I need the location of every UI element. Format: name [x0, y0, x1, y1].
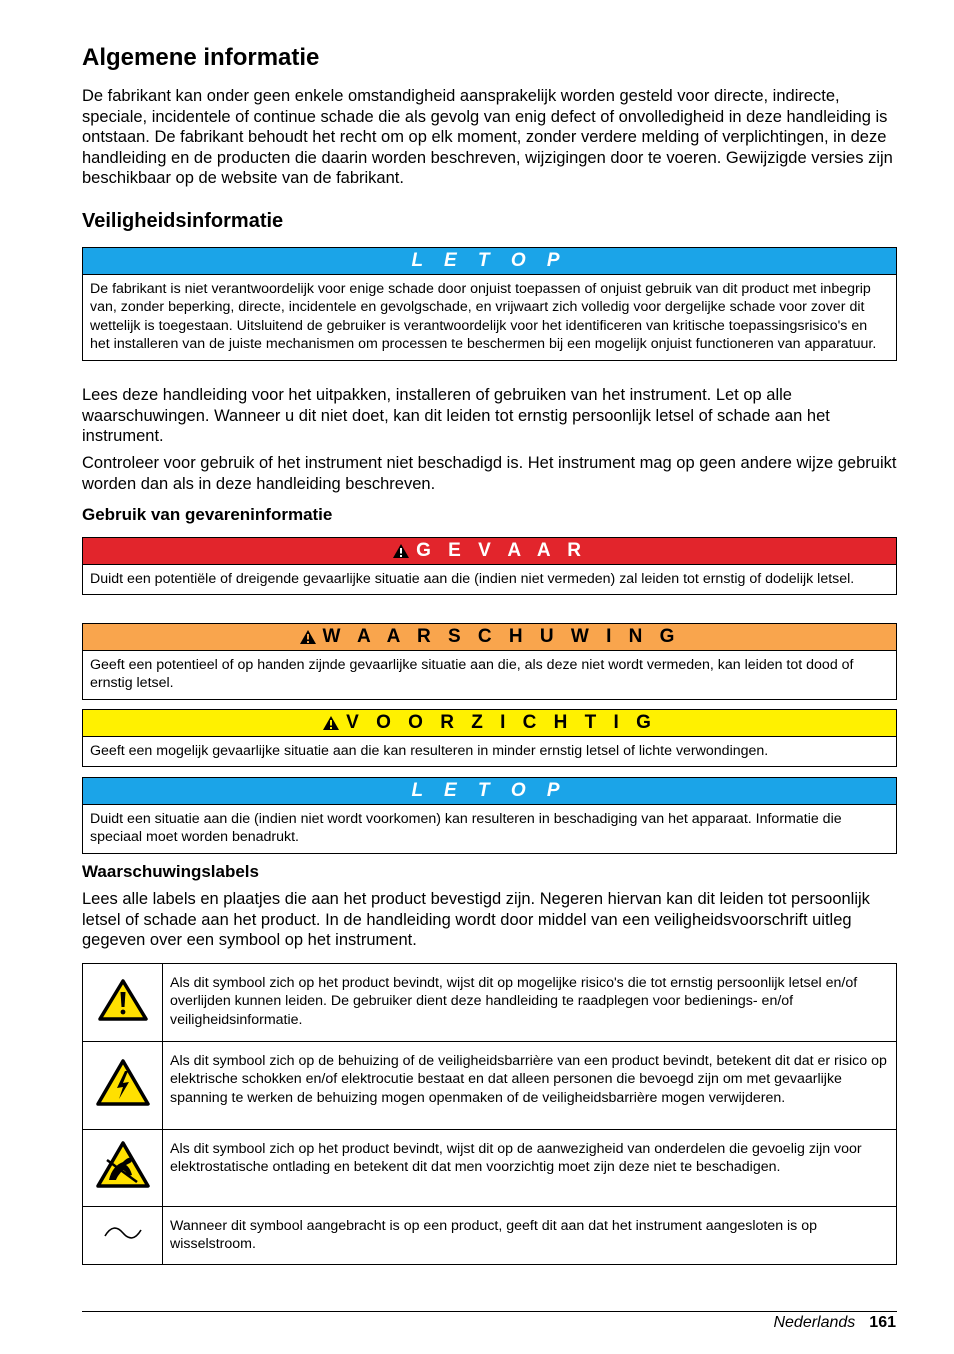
danger-header: [83, 538, 896, 565]
read-manual-paragraph: Lees deze handleiding voor het uitpakken, installeren of gebruiken van het instrument. Let op alle waarschuwingen. Wanneer u dit niet doet, kan dit leiden tot ernstig persoonlijk letsel of schade aan het instrument.: [82, 386, 830, 446]
notice-header: L E T O P: [83, 248, 896, 275]
notice-body: De fabrikant is niet verantwoordelijk voor enige schade door onjuist toepassen of onjuist gebruik van dit product met inbegrip van, zonder beperking, directe, incidentele en gevolgschade, en vrijwaart zich volledig voor dergelijke schade voor zover dit wettelijk is toegestaan. Uitsluitend de gebruiker is verantwoordelijk voor het identificeren van kritische toepassingsrisico's en het installeren van de juiste mechanismen om processen te beschermen bij een mogelijk onjuist functioneren van apparatuur.: [90, 281, 877, 353]
symbol-cell: [83, 964, 163, 1042]
table-row: [83, 1207, 897, 1265]
general-warning-icon: [97, 978, 149, 1022]
warning-body: Geeft een potentieel of op handen zijnde gevaarlijke situatie aan die, als deze niet wordt vermeden, kan leiden tot dood of ernstig letsel.: [90, 657, 854, 692]
symbol-cell: [83, 1207, 163, 1265]
safety-heading: Veiligheidsinformatie: [82, 210, 284, 232]
warning-triangle-icon: [322, 715, 340, 731]
alternating-current-icon: [101, 1223, 145, 1243]
notice-box: [82, 247, 897, 361]
warning-box: [82, 623, 897, 700]
notice-header-2: L E T O P: [83, 778, 896, 805]
labels-intro: Lees alle labels en plaatjes die aan het product bevestigd zijn. Negeren hiervan kan dit leiden tot persoonlijk letsel of schade aan het product. In de handleiding wordt door middel van een veiligheidsvoorschrift uitleg gegeven over een symbool op het instrument.: [82, 890, 870, 950]
warning-triangle-icon: [299, 629, 317, 645]
esd-icon: [95, 1140, 151, 1190]
caution-body: Geeft een mogelijk gevaarlijke situatie aan die kan resulteren in minder ernstig letsel of lichte verwondingen.: [90, 743, 769, 759]
electrical-shock-icon: [95, 1058, 151, 1108]
table-row: [83, 1042, 897, 1130]
footer-language: Nederlands: [773, 1314, 856, 1331]
footer: [773, 1313, 896, 1333]
danger-body: Duidt een potentiële of dreigende gevaarlijke situatie aan die (indien niet vermeden) zal leiden tot ernstig of dodelijk letsel.: [90, 571, 855, 587]
caution-header: [83, 710, 896, 737]
table-row: [83, 964, 897, 1042]
warning-header: [83, 624, 896, 651]
symbol-description: Wanneer dit symbool aangebracht is op een product, geeft dit aan dat het instrument aangesloten is op wisselstroom.: [163, 1207, 897, 1265]
warning-triangle-icon: [392, 543, 410, 559]
symbol-description: Als dit symbool zich op het product bevindt, wijst dit op de aanwezigheid van onderdelen die gevoelig zijn voor elektrostatische ontlading en betekent dit dat men voorzichtig moet zijn deze niet te beschadigen.: [163, 1130, 897, 1207]
hazard-heading: Gebruik van gevareninformatie: [82, 505, 333, 524]
danger-box: [82, 537, 897, 595]
symbol-cell: [83, 1130, 163, 1207]
intro-paragraph: De fabrikant kan onder geen enkele omstandigheid aansprakelijk worden gesteld voor directe, indirecte, speciale, incidentele of continue schade die als gevolg van enig defect of onvolledigheid in deze handleiding is ontstaan. De fabrikant behoudt het recht om op elk moment, zonder verdere melding of verplichtingen, in deze handleiding en de producten die daarin worden beschreven, wijzigingen door te voeren. Gewijzigde versies zijn beschikbaar op de website van de fabrikant.: [82, 87, 893, 188]
notice-box-2: [82, 777, 897, 854]
page-number: 161: [869, 1314, 896, 1331]
symbols-table: [82, 963, 897, 1265]
table-row: [83, 1130, 897, 1207]
page-title: Algemene informatie: [82, 44, 320, 71]
inspect-paragraph: Controleer voor gebruik of het instrument niet beschadigd is. Het instrument mag op geen andere wijze gebruikt worden dan als in deze handleiding beschreven.: [82, 454, 897, 493]
footer-divider: [82, 1311, 897, 1312]
symbol-description: Als dit symbool zich op de behuizing of de veiligheidsbarrière van een product bevindt, betekent dit dat er risico op elektrische schokken en/of elektrocutie bestaat en dat alleen personen die bevoegd zijn om met gevaarlijke spanning te werken de behuizing mogen openmaken of de veiligheidsbarrière mogen verwijderen.: [163, 1042, 897, 1130]
caution-label: V O O R Z I C H T I G: [346, 712, 657, 733]
warning-label: W A A R S C H U W I N G: [322, 626, 681, 647]
caution-box: [82, 709, 897, 767]
notice-body-2: Duidt een situatie aan die (indien niet wordt voorkomen) kan resulteren in beschadiging van het apparaat. Informatie die speciaal moet worden benadrukt.: [90, 811, 842, 846]
symbol-description: Als dit symbool zich op het product bevindt, wijst dit op mogelijke risico's die tot ernstig persoonlijk letsel en/of overlijden kunnen leiden. De gebruiker dient deze handleiding te raadplegen voor bedienings- en/of veiligheidsinformatie.: [163, 964, 897, 1042]
labels-heading: Waarschuwingslabels: [82, 862, 259, 881]
danger-label: G E V A A R: [416, 540, 587, 561]
symbol-cell: [83, 1042, 163, 1130]
